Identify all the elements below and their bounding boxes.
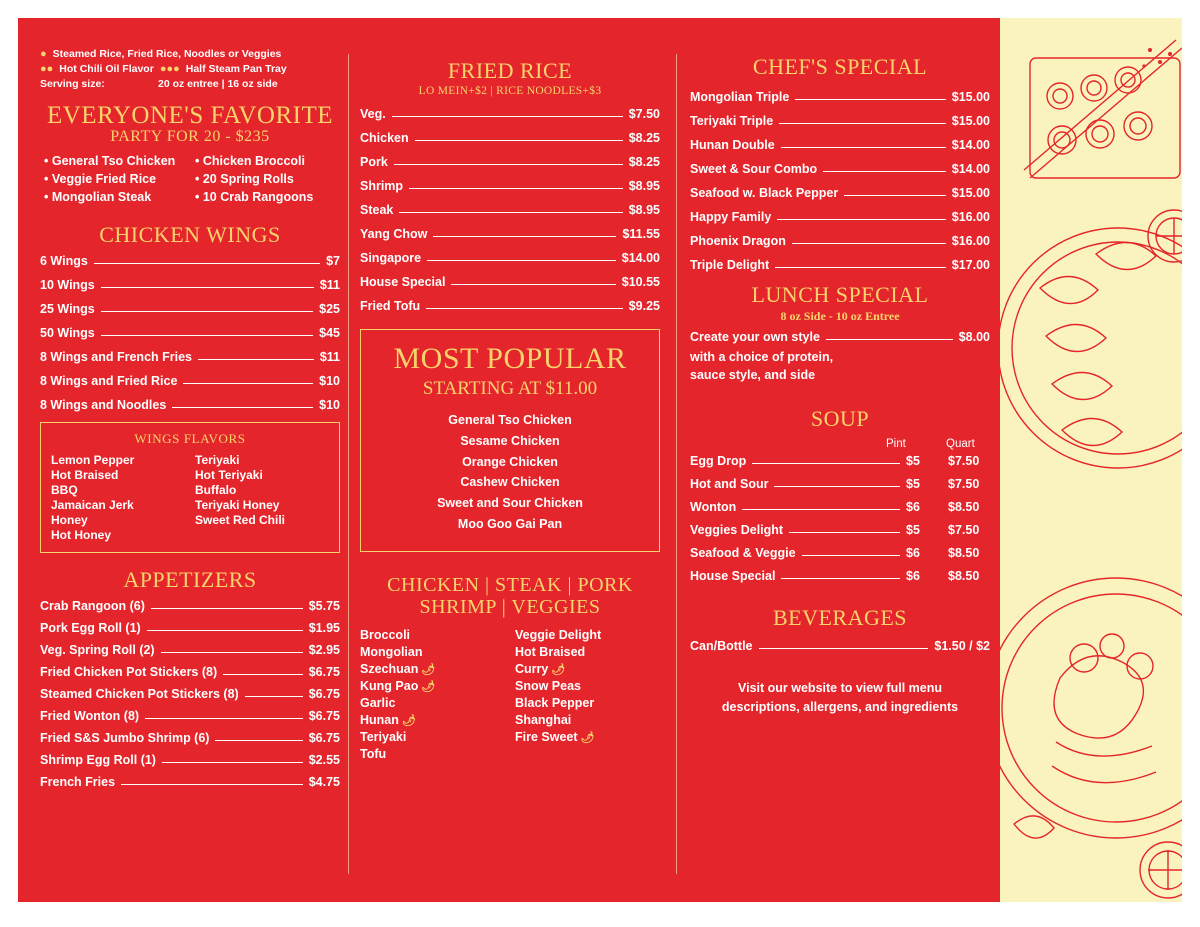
popular-item: Sweet and Sour Chicken bbox=[437, 496, 583, 510]
popular-item: Orange Chicken bbox=[462, 454, 558, 469]
serving-size-value: 20 oz entree | 16 oz side bbox=[158, 78, 278, 90]
note-half-pan-label: Half Steam Pan Tray bbox=[185, 63, 287, 75]
item-name: Teriyaki Triple bbox=[690, 114, 774, 128]
menu-item-row bbox=[360, 203, 660, 217]
lunch-special-subtitle: 8 oz Side - 10 oz Entree bbox=[780, 309, 900, 323]
item-price: $16.00 bbox=[951, 210, 990, 224]
popular-item: General Tso Chicken bbox=[448, 413, 572, 427]
style-item bbox=[515, 628, 660, 642]
chili-pepper-icon: 🌶 bbox=[548, 664, 566, 677]
item-name: Wonton bbox=[690, 500, 737, 515]
note-row-flavors bbox=[40, 63, 340, 75]
footer-line-1: Visit our website to view full menu bbox=[738, 681, 942, 696]
chefs-special-list bbox=[690, 90, 990, 272]
style-item bbox=[515, 730, 660, 744]
leader-line bbox=[151, 608, 303, 609]
flavor-item: BBQ bbox=[51, 483, 78, 497]
note-sides-label: Steamed Rice, Fried Rice, Noodles or Veggies bbox=[52, 48, 282, 60]
item-name: Pork bbox=[360, 155, 388, 169]
item-price: $7 bbox=[326, 254, 340, 268]
menu-item-row bbox=[690, 138, 990, 152]
item-name: Yang Chow bbox=[360, 227, 428, 241]
menu-item-row bbox=[360, 179, 660, 193]
leader-line bbox=[742, 509, 900, 510]
menu-item-row bbox=[40, 326, 340, 340]
footer-line-2: descriptions, allergens, and ingredients bbox=[721, 700, 959, 714]
item-name: Shrimp Egg Roll (1) bbox=[40, 753, 156, 767]
leader-line bbox=[774, 486, 900, 487]
chicken-wings-list bbox=[40, 254, 340, 412]
fried-rice-list bbox=[360, 107, 660, 313]
price-pint: $5 bbox=[906, 454, 920, 469]
item-price: $15.00 bbox=[951, 90, 990, 104]
item-price: $45 bbox=[319, 326, 340, 340]
section-title-beverages: BEVERAGES bbox=[772, 605, 908, 631]
price-quart: $7.50 bbox=[948, 523, 980, 538]
item-name: Fried S&S Jumbo Shrimp (6) bbox=[40, 731, 210, 745]
item-price: $14.00 bbox=[621, 251, 660, 265]
item-price: $8.95 bbox=[628, 179, 660, 193]
menu-item-row bbox=[40, 350, 340, 364]
flavor-item: Sweet Red Chili bbox=[195, 513, 286, 527]
style-item bbox=[360, 662, 505, 676]
menu-item-row bbox=[40, 254, 340, 268]
price-quart: $8.50 bbox=[948, 569, 980, 584]
flavor-item: Buffalo bbox=[195, 483, 237, 497]
section-title-most-popular: MOST POPULAR bbox=[393, 342, 627, 375]
item-name: Singapore bbox=[360, 251, 422, 265]
leader-line bbox=[223, 674, 303, 675]
menu-item-row bbox=[690, 114, 990, 128]
leader-line bbox=[427, 260, 616, 261]
lunch-desc-line-2: sauce style, and side bbox=[690, 368, 816, 383]
flavor-item: Lemon Pepper bbox=[51, 453, 135, 467]
item-name: Happy Family bbox=[690, 210, 772, 224]
bullet-single-icon: ● bbox=[40, 48, 47, 60]
menu-item-row bbox=[40, 753, 340, 767]
price-pint: $5 bbox=[906, 477, 920, 492]
lunch-special-list bbox=[690, 330, 990, 384]
chili-pepper-icon: 🌶 bbox=[418, 681, 436, 694]
style-item bbox=[360, 645, 505, 659]
style-name: Garlic bbox=[360, 696, 396, 711]
popular-item: Sesame Chicken bbox=[460, 433, 560, 448]
style-name: Black Pepper bbox=[515, 696, 595, 711]
menu-item-row bbox=[360, 251, 660, 265]
item-price: $11 bbox=[319, 278, 340, 292]
leader-line bbox=[789, 532, 900, 533]
item-name: 10 Wings bbox=[40, 278, 95, 292]
item-price: $16.00 bbox=[951, 234, 990, 248]
item-price: $4.75 bbox=[308, 775, 340, 789]
item-name: House Special bbox=[690, 569, 776, 584]
item-price: $10 bbox=[319, 374, 340, 388]
popular-item: Moo Goo Gai Pan bbox=[457, 516, 563, 531]
style-item bbox=[360, 696, 505, 710]
item-name: Veg. Spring Roll (2) bbox=[40, 643, 155, 657]
beverages-list bbox=[690, 639, 990, 653]
item-price: $6.75 bbox=[308, 709, 340, 723]
menu-item-row bbox=[690, 162, 990, 176]
leader-line bbox=[759, 648, 929, 649]
item-name: Steak bbox=[360, 203, 394, 217]
item-price: $8.95 bbox=[628, 203, 660, 217]
item-price: $14.00 bbox=[951, 162, 990, 176]
item-price: $14.00 bbox=[951, 138, 990, 152]
price-pint: $5 bbox=[906, 523, 920, 538]
style-item bbox=[360, 713, 505, 727]
leader-line bbox=[781, 578, 900, 579]
item-name: House Special bbox=[360, 275, 446, 289]
menu-item-row bbox=[360, 107, 660, 121]
lunch-special-description bbox=[690, 348, 990, 384]
leader-line bbox=[183, 383, 313, 384]
item-price: $15.00 bbox=[951, 114, 990, 128]
menu-item-row bbox=[690, 234, 990, 248]
soup-list bbox=[690, 454, 990, 583]
price-pint: $6 bbox=[906, 546, 920, 561]
menu-item-row bbox=[690, 186, 990, 200]
leader-line bbox=[162, 762, 303, 763]
item-price: $8.00 bbox=[958, 330, 990, 344]
soup-header-pint: Pint bbox=[886, 438, 906, 451]
favorite-item: • Mongolian Steak bbox=[44, 190, 189, 204]
item-name: Can/Bottle bbox=[690, 639, 753, 654]
item-name: Create your own style bbox=[690, 330, 820, 344]
wings-flavors-box bbox=[40, 422, 340, 553]
style-name: Teriyaki bbox=[360, 730, 407, 745]
item-name: Hunan Double bbox=[690, 138, 775, 152]
item-name: Seafood & Veggie bbox=[690, 546, 796, 561]
style-name: Curry bbox=[515, 662, 549, 677]
menu-item-row bbox=[690, 639, 990, 653]
item-price: $17.00 bbox=[951, 258, 990, 272]
menu-item-row bbox=[360, 155, 660, 169]
item-name: French Fries bbox=[40, 775, 116, 789]
column-divider-2 bbox=[676, 54, 677, 874]
chili-pepper-icon: 🌶 bbox=[577, 732, 595, 745]
item-price: $11.55 bbox=[622, 227, 660, 241]
soup-row bbox=[690, 454, 990, 468]
column-left bbox=[40, 18, 340, 902]
price-pint: $6 bbox=[906, 500, 920, 515]
favorite-item: • Veggie Fried Rice bbox=[44, 172, 189, 186]
item-name: Egg Drop bbox=[690, 454, 747, 469]
item-price: $6.75 bbox=[308, 665, 340, 679]
item-name: 8 Wings and Fried Rice bbox=[40, 374, 178, 388]
item-name: Phoenix Dragon bbox=[690, 234, 786, 248]
menu-item-row bbox=[40, 599, 340, 613]
flavor-item: Teriyaki Honey bbox=[195, 498, 280, 512]
leader-line bbox=[775, 267, 946, 268]
item-price: $6.75 bbox=[308, 731, 340, 745]
item-name: 25 Wings bbox=[40, 302, 95, 316]
flavor-item: Teriyaki bbox=[195, 453, 240, 467]
soup-column-headers bbox=[690, 438, 990, 450]
style-name: Fire Sweet bbox=[515, 730, 578, 745]
style-name: Kung Pao bbox=[360, 679, 419, 694]
style-item bbox=[515, 662, 660, 676]
item-price: $6.75 bbox=[308, 687, 340, 701]
leader-line bbox=[399, 212, 622, 213]
leader-line bbox=[779, 123, 946, 124]
protein-styles-grid bbox=[360, 628, 660, 761]
soup-row bbox=[690, 523, 990, 537]
section-title-chefs-special: CHEF'S SPECIAL bbox=[752, 54, 928, 79]
menu-item-row bbox=[360, 275, 660, 289]
favorite-item: • Chicken Broccoli bbox=[195, 154, 340, 168]
most-popular-subtitle: STARTING AT $11.00 bbox=[422, 378, 598, 399]
style-item bbox=[515, 713, 660, 727]
website-footer-note bbox=[690, 679, 990, 717]
bullet-double-icon: ●● bbox=[40, 63, 54, 75]
lunch-desc-line-1: with a choice of protein, bbox=[690, 350, 834, 364]
item-price: $8.25 bbox=[628, 155, 660, 169]
wings-flavors-title: WINGS FLAVORS bbox=[134, 431, 246, 446]
menu-item-row bbox=[40, 643, 340, 657]
style-item bbox=[515, 679, 660, 693]
style-item bbox=[360, 747, 505, 761]
menu-item-row bbox=[40, 687, 340, 701]
menu-item-row bbox=[40, 731, 340, 745]
menu-item-row bbox=[360, 131, 660, 145]
appetizers-list bbox=[40, 599, 340, 789]
leader-line bbox=[752, 463, 900, 464]
item-price: $2.55 bbox=[308, 753, 340, 767]
style-item bbox=[515, 747, 660, 761]
favorite-item: • 20 Spring Rolls bbox=[195, 172, 340, 186]
leader-line bbox=[409, 188, 623, 189]
serving-size-row bbox=[40, 78, 340, 90]
section-title-fried-rice: FRIED RICE bbox=[447, 58, 573, 83]
bullet-triple-icon: ●●● bbox=[159, 63, 180, 75]
soup-row bbox=[690, 546, 990, 560]
leader-line bbox=[145, 718, 303, 719]
item-name: Mongolian Triple bbox=[690, 90, 790, 104]
item-name: Fried Chicken Pot Stickers (8) bbox=[40, 665, 218, 679]
leader-line bbox=[161, 652, 303, 653]
flavor-item: Jamaican Jerk bbox=[51, 498, 134, 512]
protein-title-line-1: CHICKEN | STEAK | PORK bbox=[387, 573, 633, 596]
leader-line bbox=[172, 407, 313, 408]
menu-item-row bbox=[40, 302, 340, 316]
party-for-20-subtitle: PARTY FOR 20 - $235 bbox=[110, 128, 270, 145]
soup-row bbox=[690, 477, 990, 491]
soup-row bbox=[690, 500, 990, 514]
style-name: Veggie Delight bbox=[515, 628, 602, 643]
chili-pepper-icon: 🌶 bbox=[398, 715, 416, 728]
popular-item: Cashew Chicken bbox=[460, 475, 560, 490]
item-name: Steamed Chicken Pot Stickers (8) bbox=[40, 687, 239, 701]
leader-line bbox=[101, 287, 314, 288]
item-name: Pork Egg Roll (1) bbox=[40, 621, 141, 635]
price-quart: $8.50 bbox=[948, 500, 980, 515]
menu-canvas bbox=[18, 18, 1182, 902]
item-price: $25 bbox=[319, 302, 340, 316]
flavor-item: Hot Honey bbox=[51, 528, 111, 542]
leader-line bbox=[823, 171, 946, 172]
item-name: Fried Tofu bbox=[360, 299, 421, 313]
leader-line bbox=[792, 243, 946, 244]
item-name: Seafood w. Black Pepper bbox=[690, 186, 839, 200]
style-name: Hunan bbox=[360, 713, 399, 728]
column-right bbox=[690, 18, 990, 902]
item-name: 8 Wings and Noodles bbox=[40, 398, 167, 412]
item-name: Shrimp bbox=[360, 179, 404, 193]
serving-size-label: Serving size: bbox=[40, 78, 105, 90]
leader-line bbox=[101, 335, 313, 336]
item-price: $11 bbox=[319, 350, 340, 364]
menu-item-row bbox=[40, 278, 340, 292]
style-name: Snow Peas bbox=[515, 679, 581, 694]
menu-item-row bbox=[360, 299, 660, 313]
favorite-item: • General Tso Chicken bbox=[44, 154, 189, 168]
style-name: Mongolian bbox=[360, 645, 423, 660]
style-item bbox=[515, 696, 660, 710]
flavor-item: Honey bbox=[51, 513, 88, 527]
leader-line bbox=[781, 147, 946, 148]
menu-item-row bbox=[40, 398, 340, 412]
item-price: $7.50 bbox=[628, 107, 660, 121]
leader-line bbox=[394, 164, 623, 165]
item-price: $15.00 bbox=[951, 186, 990, 200]
style-name: Tofu bbox=[360, 747, 387, 762]
section-title-soup: SOUP bbox=[810, 406, 870, 432]
leader-line bbox=[215, 740, 302, 741]
leader-line bbox=[198, 359, 314, 360]
item-name: Veg. bbox=[360, 107, 386, 121]
leader-line bbox=[121, 784, 303, 785]
decorative-food-illustration-panel bbox=[1000, 18, 1182, 902]
item-name: Chicken bbox=[360, 131, 409, 145]
style-name: Hot Braised bbox=[515, 645, 586, 660]
flavor-item bbox=[195, 528, 329, 542]
flavor-item: Hot Teriyaki bbox=[195, 468, 263, 482]
price-quart: $7.50 bbox=[948, 454, 980, 469]
style-item bbox=[360, 628, 505, 642]
leader-line bbox=[415, 140, 623, 141]
price-pint: $6 bbox=[906, 569, 920, 584]
leader-line bbox=[844, 195, 946, 196]
menu-item-row bbox=[360, 227, 660, 241]
item-name: 6 Wings bbox=[40, 254, 88, 268]
food-line-art-icon bbox=[1000, 18, 1182, 902]
chili-pepper-icon: 🌶 bbox=[418, 664, 436, 677]
item-price: $1.50 / $2 bbox=[934, 639, 990, 654]
favorite-items-grid bbox=[40, 154, 340, 204]
flavor-item: Hot Braised bbox=[51, 468, 119, 482]
soup-header-quart: Quart bbox=[946, 438, 975, 451]
item-name: Crab Rangoon (6) bbox=[40, 599, 145, 613]
item-name: Sweet & Sour Combo bbox=[690, 162, 818, 176]
item-name: Triple Delight bbox=[690, 258, 770, 272]
leader-line bbox=[392, 116, 623, 117]
section-title-everyones-favorite: EVERYONE'S FAVORITE bbox=[46, 102, 333, 129]
item-name: Fried Wonton (8) bbox=[40, 709, 140, 723]
menu-item-row bbox=[40, 709, 340, 723]
note-hot-chili-label: Hot Chili Oil Flavor bbox=[59, 63, 154, 75]
leader-line bbox=[826, 339, 953, 340]
item-price: $2.95 bbox=[308, 643, 340, 657]
item-price: $5.75 bbox=[308, 599, 340, 613]
leader-line bbox=[94, 263, 320, 264]
item-price: $9.25 bbox=[628, 299, 660, 313]
leader-line bbox=[433, 236, 616, 237]
item-price: $10.55 bbox=[621, 275, 660, 289]
section-title-appetizers: APPETIZERS bbox=[123, 567, 257, 592]
most-popular-list bbox=[371, 410, 649, 535]
style-item bbox=[360, 679, 505, 693]
serving-notes bbox=[40, 18, 340, 90]
most-popular-box bbox=[360, 329, 660, 552]
menu-item-row bbox=[690, 330, 990, 344]
leader-line bbox=[777, 219, 945, 220]
item-name: Veggies Delight bbox=[690, 523, 784, 538]
menu-item-row bbox=[690, 90, 990, 104]
style-item bbox=[515, 645, 660, 659]
wings-flavors-grid bbox=[51, 453, 329, 542]
style-name: Broccoli bbox=[360, 628, 411, 643]
price-quart: $8.50 bbox=[948, 546, 980, 561]
menu-item-row bbox=[690, 258, 990, 272]
style-name: Szechuan bbox=[360, 662, 419, 677]
leader-line bbox=[451, 284, 615, 285]
item-price: $8.25 bbox=[628, 131, 660, 145]
style-name: Shanghai bbox=[515, 713, 572, 728]
style-item bbox=[360, 730, 505, 744]
menu-item-row bbox=[40, 621, 340, 635]
leader-line bbox=[101, 311, 313, 312]
section-title-chicken-wings: CHICKEN WINGS bbox=[99, 222, 281, 247]
section-title-lunch-special: LUNCH SPECIAL bbox=[751, 282, 929, 307]
leader-line bbox=[795, 99, 945, 100]
favorite-item: • 10 Crab Rangoons bbox=[195, 190, 340, 204]
item-price: $1.95 bbox=[308, 621, 340, 635]
price-quart: $7.50 bbox=[948, 477, 980, 492]
menu-item-row bbox=[690, 210, 990, 224]
menu-item-row bbox=[40, 665, 340, 679]
item-name: Hot and Sour bbox=[690, 477, 769, 492]
column-middle bbox=[360, 18, 660, 902]
menu-item-row bbox=[40, 374, 340, 388]
section-title-protein-styles bbox=[360, 574, 660, 619]
item-price: $10 bbox=[319, 398, 340, 412]
item-name: 8 Wings and French Fries bbox=[40, 350, 193, 364]
soup-row bbox=[690, 569, 990, 583]
leader-line bbox=[245, 696, 303, 697]
menu-columns bbox=[18, 18, 1000, 902]
item-name: 50 Wings bbox=[40, 326, 95, 340]
leader-line bbox=[802, 555, 900, 556]
protein-title-line-2: SHRIMP | VEGGIES bbox=[419, 595, 601, 618]
column-divider-1 bbox=[348, 54, 349, 874]
menu-item-row bbox=[40, 775, 340, 789]
note-row-sides bbox=[40, 48, 340, 60]
fried-rice-subtitle: LO MEIN+$2 | RICE NOODLES+$3 bbox=[418, 85, 602, 97]
leader-line bbox=[147, 630, 303, 631]
leader-line bbox=[426, 308, 623, 309]
